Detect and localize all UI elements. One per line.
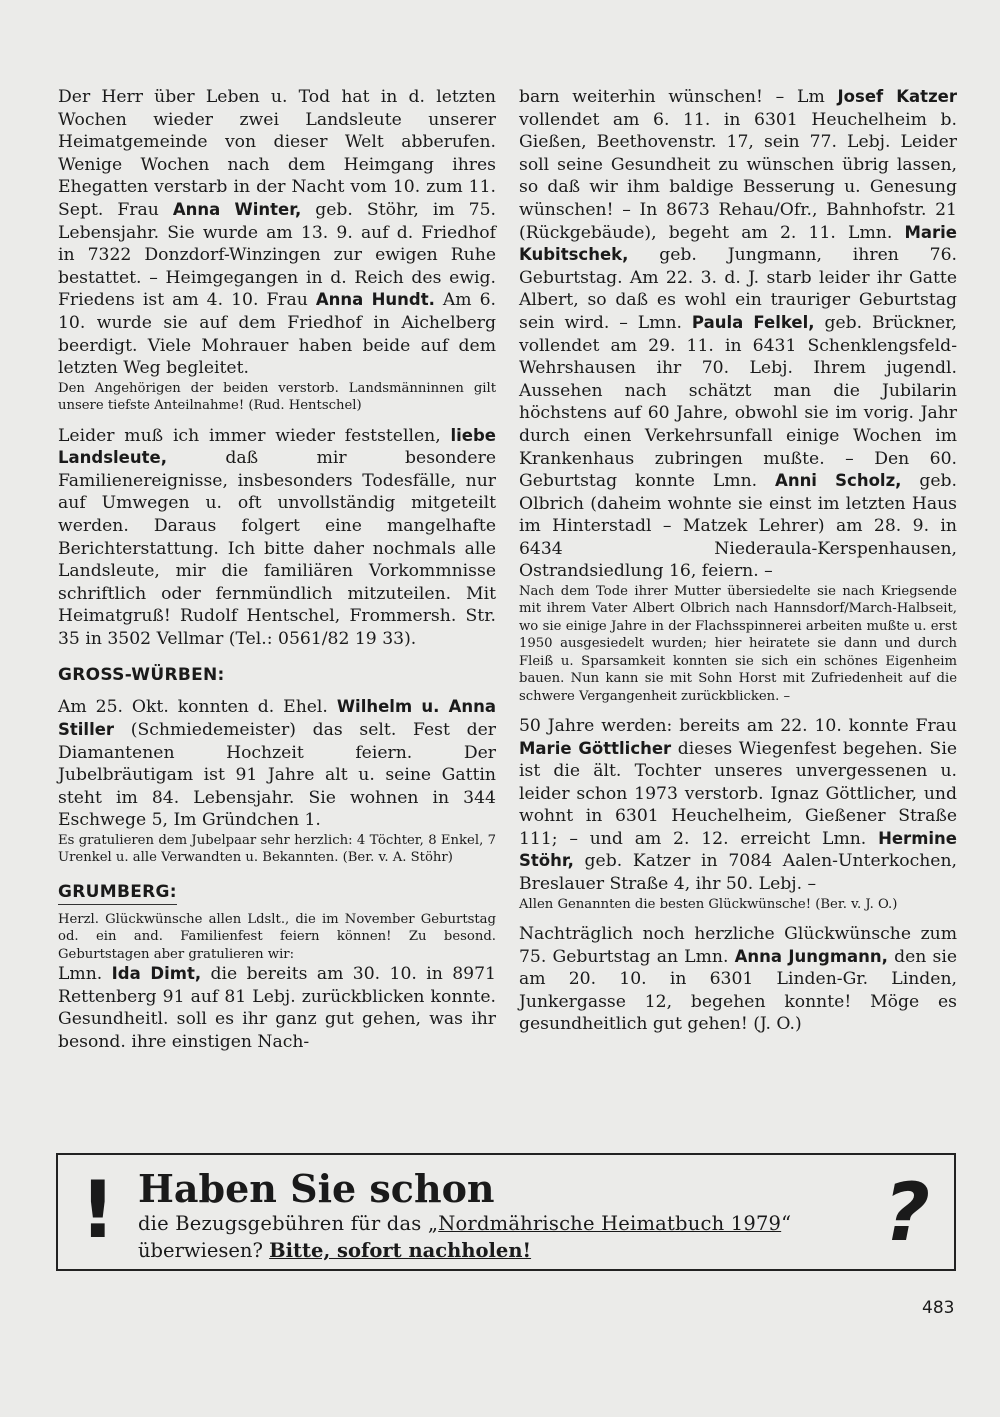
person-name: Josef Katzer <box>837 87 958 106</box>
section-heading-gross-wuerben: GROSS-WÜRBEN: <box>58 665 225 686</box>
text-run: geb. Jungmann, ihren 76. Geburtstag. Am 22. 3. d. J. starb leider ihr Gatte Albert, so daß es wohl ein trauriger Geburtstag sein wird. – Lmn. <box>519 245 957 333</box>
text-run: vollendet am 6. 11. in 6301 Heuchelheim b. Gießen, Beethovenstr. 17, sein 77. Lebj. Leider soll seine Gesundheit zu wünschen übrig lassen, so daß wir ihm baldige Besserung u. Genesung wünschen! – In 8673 Rehau/Ofr., Bahnhofstr. 21 (Rückgebäude), begeht am 2. 11. Lmn. <box>519 109 957 243</box>
emphasis: liebe Landsleute, <box>58 425 496 468</box>
text-run: die bereits am 30. 10. in 8971 Rettenberg 91 auf 81 Lebj. zurückblicken konnte. Gesundheitl. soll es ihr ganz gut gehen, was ihr besond. ihre einstigen Nach- <box>58 964 496 1052</box>
text-run: “ <box>781 1212 792 1235</box>
fiftieth-birthday-paragraph <box>519 715 957 896</box>
appeal-paragraph <box>58 425 496 651</box>
greeting-note: Herzl. Glückwünsche allen Ldslt., die im November Geburtstag od. ein and. Familienfest feiern können! Zu besond. Geburtstagen aber gratulieren wir: <box>58 911 496 962</box>
biography-note: Nach dem Tode ihrer Mutter übersiedelte sie nach Kriegsende mit ihrem Vater Albert Olbrich nach Hannsdorf/March-Halbseit, wo sie einige Jahre in der Flachsspinnerei arbeiten mußte u. erst 1950 ausgesiedelt wurden; hier heiratete sie dann und durch Fleiß u. Sparsamkeit konnten sie sich ein schönes Eigenheim bauen. Nun kann sie mit Sohn Horst mit Zufriedenheit auf die schwere Vergangenheit zurückblicken. – <box>519 584 957 704</box>
obituary-paragraph <box>58 86 496 380</box>
text-run: Am 25. Okt. konnten d. Ehel. <box>58 697 337 718</box>
text-run: Lmn. <box>58 964 112 985</box>
reminder-text <box>138 1212 791 1236</box>
person-name: Anna Hundt. <box>315 290 435 310</box>
reminder-title: Haben Sie schon <box>138 1166 495 1211</box>
belated-wishes-paragraph <box>519 923 957 1036</box>
person-name: Anna Jungmann, <box>734 946 888 966</box>
left-column <box>58 86 496 1053</box>
text-run: daß mir besondere Familienereignisse, insbesonders Todesfälle, nur auf Umwegen u. oft unvollständig mitgeteilt werden. Daraus folgert eine mangelhafte Berichterstattung. Ich bitte daher nochmals alle Landsleute, mir die familiären Vorkommnisse schriftlich oder fernmündlich mitzuteilen. Mit Heimatgruß! Rudolf Hentschel, Frommersh. Str. 35 in 3502 Vellmar (Tel.: 0561/82 19 33). <box>58 448 496 649</box>
text-run: geb. Katzer in 7084 Aalen-Unterkochen, Breslauer Straße 4, ihr 50. Lebj. – <box>519 851 957 895</box>
birthday-list-paragraph <box>519 86 957 583</box>
person-name: Hermine Stöhr, <box>519 828 957 871</box>
text-run: Leider muß ich immer wieder feststellen, <box>58 425 451 446</box>
reminder-cta-line <box>138 1239 531 1263</box>
text-run: Nachträglich noch herzliche Glückwünsche zum 75. Geburtstag an Lmn. <box>519 924 957 967</box>
text-run: die Bezugsgebühren für das „ <box>138 1212 439 1235</box>
birthday-paragraph <box>58 963 496 1053</box>
text-run: geb. Stöhr, im 75. Lebensjahr. Sie wurde am 13. 9. auf d. Friedhof in 7322 Donzdorf-Winzingen zur ewigen Ruhe bestattet. – Heimgegangen in d. Reich des ewig. Friedens ist am 4. 10. Frau <box>58 199 496 311</box>
person-name: Marie Göttlicher <box>519 738 672 758</box>
text-run: barn weiterhin wünschen! – Lm <box>519 87 838 107</box>
person-name: Anni Scholz, <box>775 471 902 491</box>
question-mark-icon: ? <box>883 1166 930 1259</box>
wishes-note: Allen Genannten die besten Glückwünsche! (Ber. v. J. O.) <box>519 896 898 912</box>
text-run: Der Herr über Leben u. Tod hat in d. letzten Wochen wieder zwei Landsleute unserer Heimatgemeinde von dieser Welt abberufen. Wenige Wochen nach dem Heimgang ihres Ehegatten verstarb in der Nacht vom 10. zum 11. Sept. Frau <box>58 87 496 220</box>
person-name: Marie Kubitschek, <box>519 222 957 265</box>
person-name: Paula Felkel, <box>691 312 815 332</box>
payment-reminder-box <box>56 1153 956 1271</box>
text-run: geb. Brückner, vollendet am 29. 11. in 6431 Schenklengsfeld-Wehrshausen ihr 70. Lebj. Ihrem jugendl. Aussehen nach schätzt man die Jubilarin höchstens auf 60 Jahre, obwohl sie im vorig. Jahr durch einen Verkehrsunfall einige Wochen im Krankenhaus zubringen mußte. – Den 60. Geburtstag konnte Lmn. <box>519 312 957 492</box>
person-name: Wilhelm u. Anna Stiller <box>58 697 496 740</box>
text-run: den sie am 20. 10. in 6301 Linden-Gr. Linden, Junkergasse 12, begehen konnte! Möge es gesundheitlich gut gehen! (J. O.) <box>519 946 957 1035</box>
text-run: überwiesen? <box>138 1239 270 1262</box>
person-name: Ida Dimt, <box>111 964 202 984</box>
congratulation-note: Es gratulieren dem Jubelpaar sehr herzlich: 4 Töchter, 8 Enkel, 7 Urenkel u. alle Verwandten u. Bekannten. (Ber. v. A. Stöhr) <box>58 833 496 866</box>
right-column <box>519 86 957 1036</box>
text-run: 50 Jahre werden: bereits am 22. 10. konnte Frau <box>519 715 957 736</box>
call-to-action: Bitte, sofort nachholen! <box>269 1239 532 1262</box>
text-run: dieses Wiegenfest begehen. Sie ist die ält. Tochter unseres unvergessenen u. leider schon 1973 verstorb. Ignaz Göttlicher, und wohnt in 6301 Heuchelheim, Gießener Straße 111; – und am 2. 12. erreicht Lmn. <box>519 738 958 849</box>
text-run: geb. Olbrich (daheim wohnte sie einst im letzten Haus im Hinterstadl – Matzek Lehrer) am 28. 9. in 6434 Niederaula-Kerspenhausen, Ostrandsiedlung 16, feiern. – <box>519 471 957 582</box>
person-name: Anna Winter, <box>172 199 302 219</box>
section-heading-grumberg: GRUMBERG: <box>58 881 177 905</box>
condolence-note: Den Angehörigen der beiden verstorb. Landsmänninnen gilt unsere tiefste Anteilnahme! (Rud. Hentschel) <box>58 380 496 414</box>
book-title: Nordmährische Heimatbuch 1979 <box>438 1212 782 1235</box>
exclamation-icon: ! <box>80 1166 116 1256</box>
text-run: (Schmiedemeister) das selt. Fest der Diamantenen Hochzeit feiern. Der Jubelbräutigam ist 91 Jahre alt u. seine Gattin steht im 84. Lebensjahr. Sie wohnen in 344 Eschwege 5, Im Gründchen 1. <box>58 720 496 831</box>
anniversary-paragraph <box>58 696 496 832</box>
text-run: Am 6. 10. wurde sie auf dem Friedhof in Aichelberg beerdigt. Viele Mohrauer haben beide auf dem letzten Weg begleitet. <box>58 290 496 379</box>
page-number: 483 <box>922 1298 955 1318</box>
